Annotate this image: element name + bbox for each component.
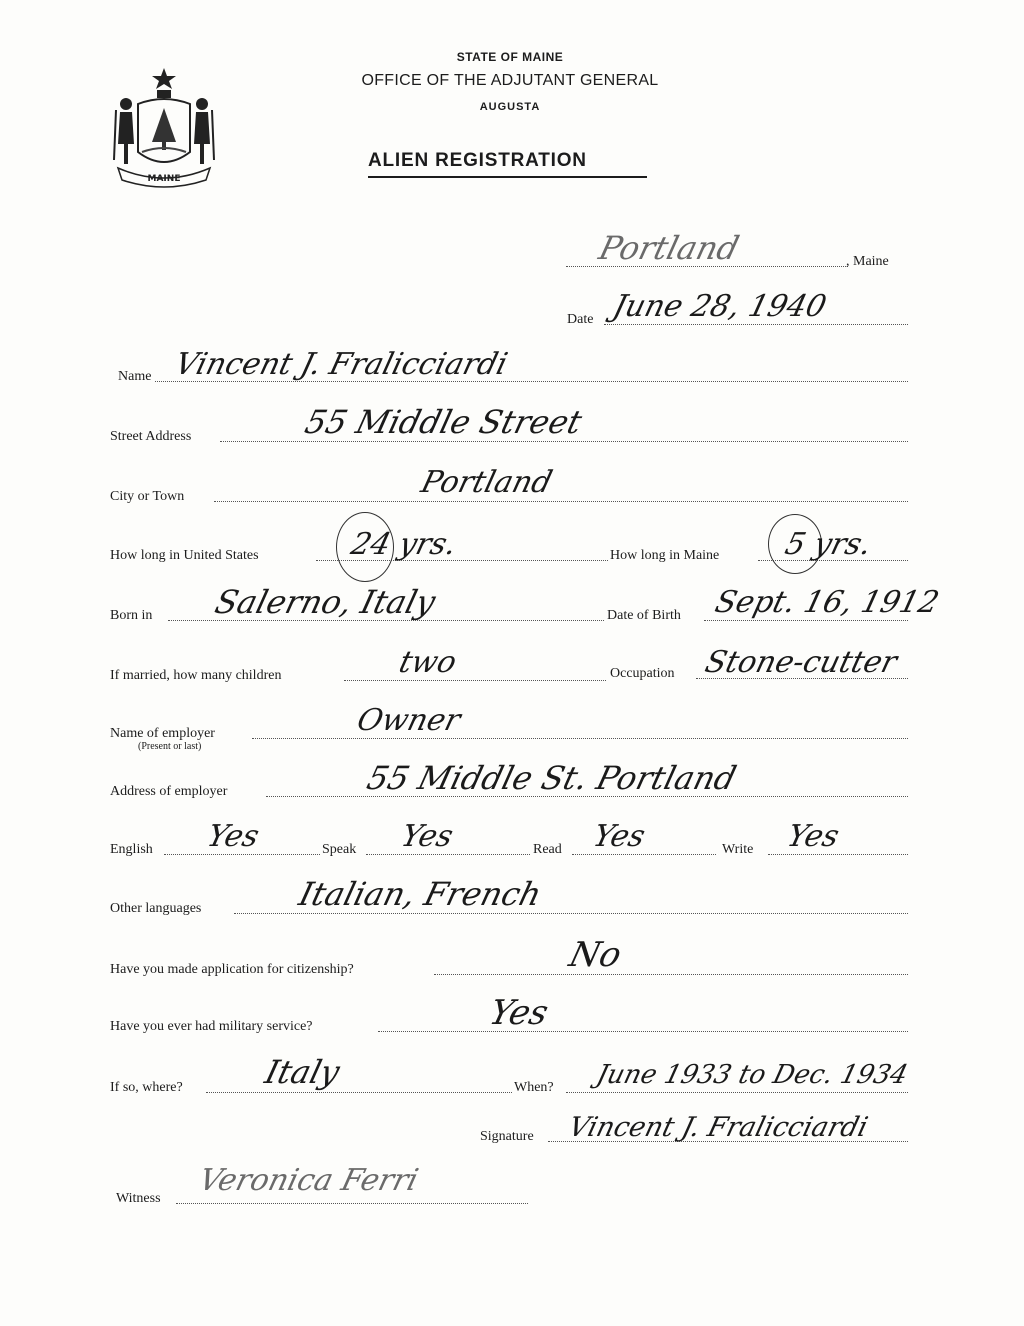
employer-address-value: 55 Middle St. Portland <box>363 759 741 797</box>
children-line <box>344 680 606 681</box>
header-office: OFFICE OF THE ADJUTANT GENERAL <box>361 72 659 89</box>
write-line <box>768 854 908 855</box>
speak-value: Yes <box>397 819 457 854</box>
where-line <box>206 1092 512 1093</box>
street-address-label: Street Address <box>110 429 192 444</box>
speak-line <box>366 854 530 855</box>
other-languages-value: Italian, French <box>295 875 546 913</box>
how-long-maine-label: How long in Maine <box>610 548 720 563</box>
title-underline <box>368 176 647 178</box>
write-value: Yes <box>783 819 843 854</box>
how-long-us-label: How long in United States <box>110 548 259 563</box>
how-long-us-value: 24 yrs. <box>347 527 461 562</box>
write-label: Write <box>722 842 754 857</box>
date-value: June 28, 1940 <box>609 289 830 324</box>
when-value: June 1933 to Dec. 1934 <box>593 1060 911 1090</box>
how-long-maine-value: 5 yrs. <box>781 527 876 562</box>
seal-lettering: MAINE <box>147 174 181 184</box>
date-line <box>604 324 908 325</box>
header-city: AUGUSTA <box>479 101 541 113</box>
read-line <box>572 854 716 855</box>
born-in-label: Born in <box>110 608 153 623</box>
street-address-line <box>220 441 908 442</box>
city-value: Portland <box>417 465 556 500</box>
witness-line <box>176 1203 528 1204</box>
city-line <box>214 501 908 502</box>
witness-label: Witness <box>116 1191 161 1206</box>
when-label: When? <box>514 1080 554 1095</box>
header-state: STATE OF MAINE <box>456 50 564 64</box>
form-title: ALIEN REGISTRATION <box>368 150 587 171</box>
signature-value: Vincent J. Fralicciardi <box>565 1112 871 1143</box>
name-value: Vincent J. Fralicciardi <box>171 347 511 382</box>
maine-label: , Maine <box>846 254 889 269</box>
read-value: Yes <box>589 819 649 854</box>
date-of-birth-label: Date of Birth <box>607 608 681 623</box>
military-value: Yes <box>485 993 553 1033</box>
when-line <box>566 1092 908 1093</box>
english-label: English <box>110 842 153 857</box>
children-label: If married, how many children <box>110 668 282 683</box>
read-label: Read <box>533 842 562 857</box>
other-languages-line <box>234 913 908 914</box>
signature-label: Signature <box>480 1129 534 1144</box>
occupation-label: Occupation <box>610 666 675 681</box>
maine-state-seal-icon <box>108 64 220 192</box>
children-value: two <box>395 645 461 680</box>
speak-label: Speak <box>322 842 357 857</box>
english-line <box>164 854 320 855</box>
employer-address-label: Address of employer <box>110 784 228 799</box>
employer-note: (Present or last) <box>138 741 202 752</box>
where-label: If so, where? <box>110 1080 183 1095</box>
military-label: Have you ever had military service? <box>110 1019 313 1034</box>
date-of-birth-line <box>704 620 908 621</box>
military-line <box>378 1031 908 1032</box>
employer-label: Name of employer <box>110 726 215 741</box>
other-languages-label: Other languages <box>110 901 202 916</box>
employer-value: Owner <box>353 703 464 738</box>
date-label: Date <box>567 312 594 327</box>
town-value: Portland <box>595 229 743 267</box>
witness-value: Veronica Ferri <box>195 1163 422 1198</box>
where-value: Italy <box>261 1053 344 1091</box>
citizenship-line <box>434 974 908 975</box>
city-label: City or Town <box>110 489 185 504</box>
name-label: Name <box>118 369 152 384</box>
english-value: Yes <box>203 819 263 854</box>
occupation-value: Stone-cutter <box>701 645 901 680</box>
street-address-value: 55 Middle Street <box>301 403 586 441</box>
citizenship-value: No <box>565 935 626 975</box>
employer-line <box>252 738 908 739</box>
date-of-birth-value: Sept. 16, 1912 <box>711 585 943 620</box>
born-in-value: Salerno, Italy <box>211 583 440 621</box>
citizenship-label: Have you made application for citizenship? <box>110 962 354 977</box>
